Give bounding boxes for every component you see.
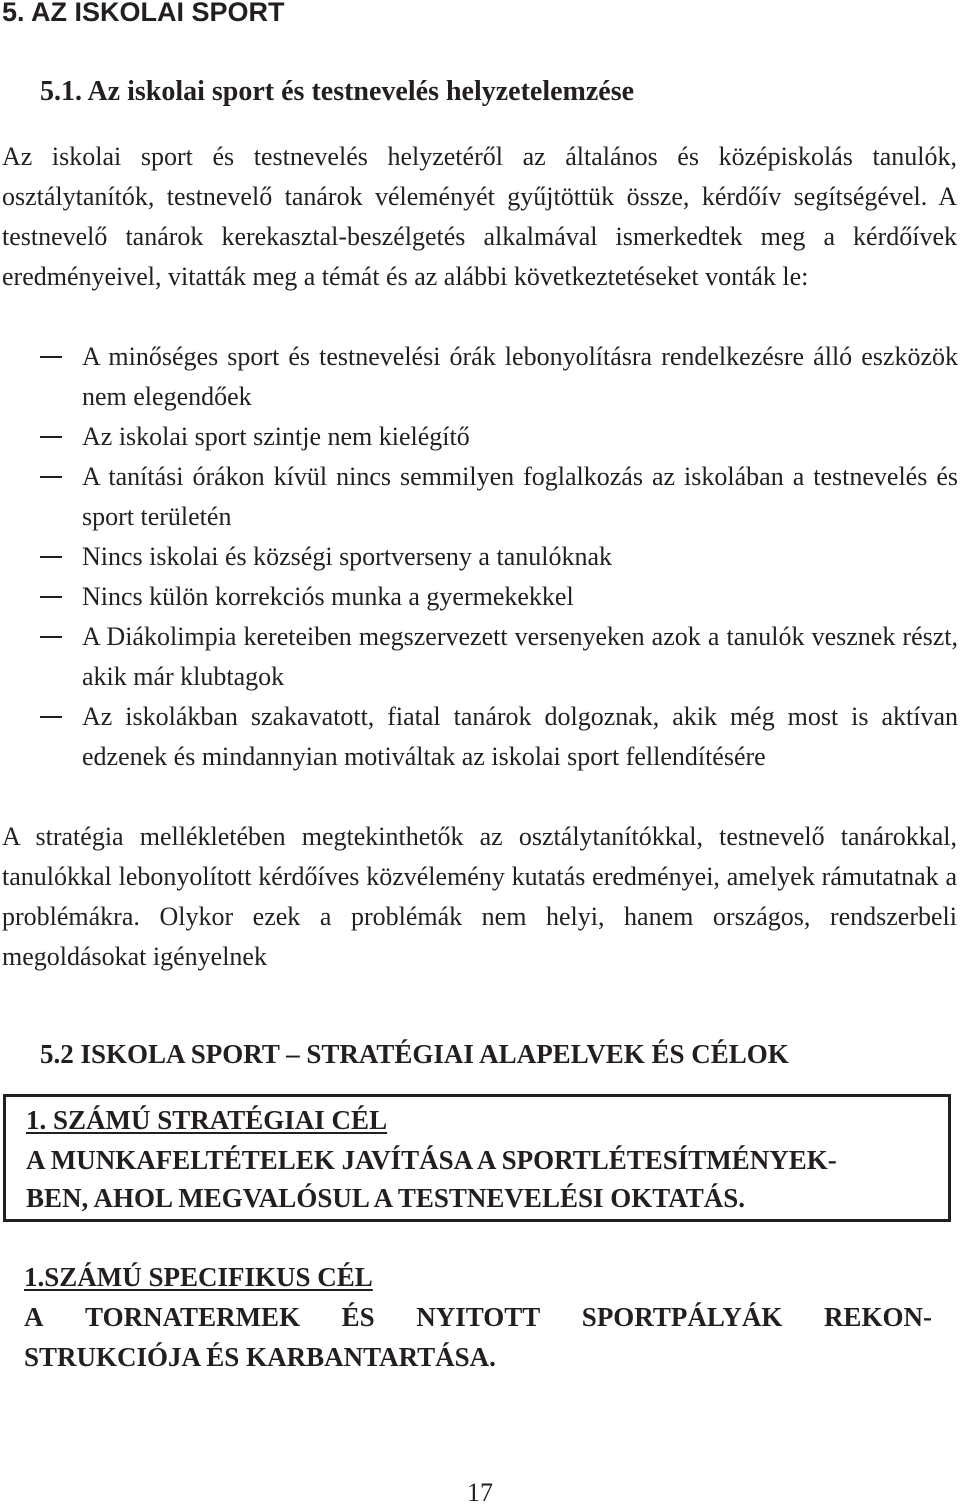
specific-goal-word: TORNATERMEK <box>85 1302 301 1332</box>
dash-bullet-icon <box>40 436 62 438</box>
strategic-goal-box <box>3 1094 951 1222</box>
intro-paragraph: Az iskolai sport és testnevelés helyzetéről az általános és középiskolás tanulók, osztálytanítók, testnevelő tanárok véleményét gyűjtöttük össze, kérdőív segítségével. A testnevelő tanárok kerekasztal-beszélgetés alkalmával ismerkedtek meg a kérdőívek eredményeivel, vitatták meg a témát és az alábbi következtetéseket vonták le: <box>2 142 957 291</box>
list-item-text: Az iskolákban szakavatott, fiatal tanárok dolgoznak, akik még most is aktívan edzenek és mindannyian motiváltak az iskolai sport fellendítésére <box>82 702 958 771</box>
specific-goal-word: NYITOTT <box>416 1302 541 1332</box>
page-number: 17 <box>467 1478 493 1507</box>
section-title: 5.1. Az iskolai sport és testnevelés helyzetelemzése <box>40 76 635 107</box>
dash-bullet-icon <box>40 356 62 358</box>
dash-bullet-icon <box>40 716 62 718</box>
strategic-goal-label: 1. SZÁMÚ STRATÉGIAI CÉL <box>26 1105 388 1135</box>
dash-bullet-icon <box>40 636 62 638</box>
list-item <box>0 617 958 697</box>
dash-bullet-icon <box>40 596 62 598</box>
strategic-goal-line-2: BEN, AHOL MEGVALÓSUL A TESTNEVELÉSI OKTATÁS. <box>26 1183 746 1213</box>
list-item-text: A Diákolimpia kereteiben megszervezett versenyeken azok a tanulók vesznek részt, akik már klubtagok <box>82 622 958 691</box>
specific-goal-line-2: STRUKCIÓJA ÉS KARBANTARTÁSA. <box>24 1342 496 1372</box>
dash-bullet-icon <box>40 476 62 478</box>
chapter-title: 5. AZ ISKOLAI SPORT <box>2 0 285 27</box>
strategic-goal-line-1: A MUNKAFELTÉTELEK JAVÍTÁSA A SPORTLÉTESÍTMÉNYEK- <box>26 1145 837 1175</box>
list-item <box>0 417 958 457</box>
list-item <box>0 457 958 537</box>
specific-goal <box>24 1257 934 1377</box>
specific-goal-word: REKON- <box>823 1302 932 1332</box>
dash-bullet-icon <box>40 556 62 558</box>
list-item <box>0 537 958 577</box>
specific-goal-word: ÉS <box>341 1302 375 1332</box>
list-item-text: Nincs külön korrekciós munka a gyermekekkel <box>82 582 574 611</box>
closing-paragraph: A stratégia mellékletében megtekinthetők az osztálytanítókkal, testnevelő tanárokkal, tanulókkal lebonyolított kérdőíves közvélemény kutatás eredményei, amelyek rámutatnak a problémákra. Olykor ezek a problémák nem helyi, hanem országos, rendszerbeli megoldásokat igényelnek <box>2 822 957 971</box>
conclusions-list <box>0 337 960 777</box>
specific-goal-line-1 <box>24 1297 932 1337</box>
list-item-text: Az iskolai sport szintje nem kielégítő <box>82 422 470 451</box>
list-item <box>0 337 958 417</box>
list-item-text: A minőséges sport és testnevelési órák lebonyolításra rendelkezésre álló eszközök nem elegendőek <box>82 342 958 411</box>
specific-goal-word: A <box>24 1302 44 1332</box>
list-item <box>0 577 958 617</box>
list-item-text: A tanítási órákon kívül nincs semmilyen foglalkozás az iskolában a testnevelés és sport területén <box>82 462 958 531</box>
specific-goal-word: SPORTPÁLYÁK <box>581 1302 783 1332</box>
list-item <box>0 697 958 777</box>
subsection-title: 5.2 ISKOLA SPORT – STRATÉGIAI ALAPELVEK ÉS CÉLOK <box>40 1039 789 1069</box>
specific-goal-label: 1.SZÁMÚ SPECIFIKUS CÉL <box>24 1262 373 1292</box>
list-item-text: Nincs iskolai és községi sportverseny a tanulóknak <box>82 542 612 571</box>
